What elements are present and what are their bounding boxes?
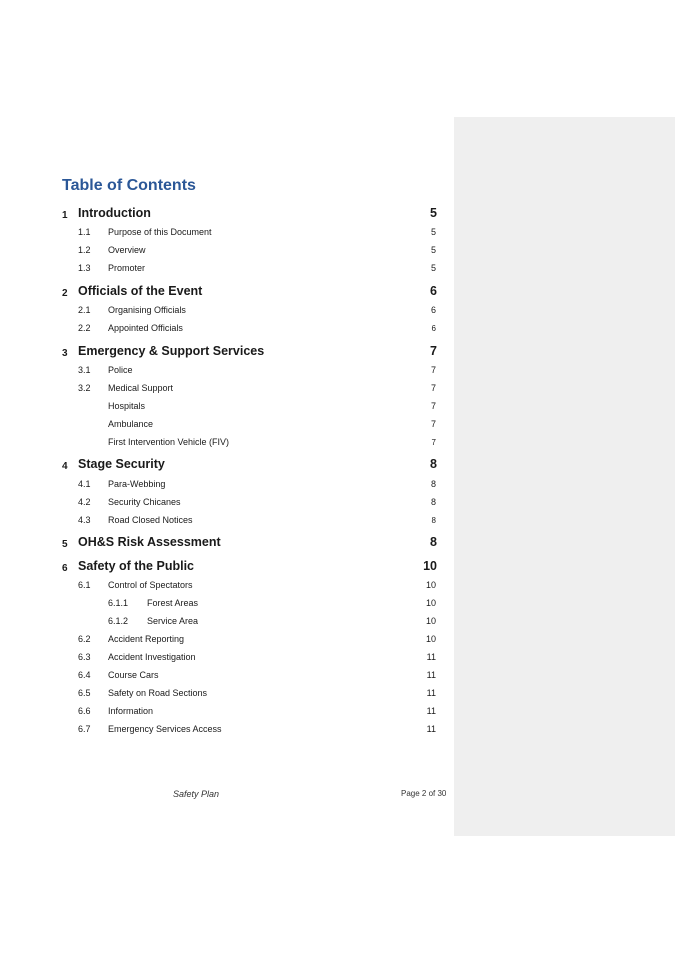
toc-entry-page: 11 [426, 652, 436, 662]
toc-entry-label: Safety of the Public [78, 559, 194, 573]
toc-entry-6[interactable] [0, 559, 454, 575]
toc-entry-hospitals[interactable] [0, 399, 454, 415]
toc-entry-number: 1 [62, 210, 68, 221]
toc-entry-number: 4.2 [78, 497, 91, 507]
toc-entry-6-3[interactable] [0, 650, 454, 666]
toc-entry-number: 2 [62, 288, 68, 299]
toc-entry-number: 3.2 [78, 383, 91, 393]
toc-entry-label: Purpose of this Document [108, 227, 212, 237]
toc-entry-page: 7 [430, 365, 436, 375]
toc-entry-label: Police [108, 365, 133, 375]
toc-entry-label: Emergency Services Access [108, 724, 222, 734]
toc-entry-1-3[interactable] [0, 261, 454, 277]
toc-entry-2-2[interactable] [0, 321, 454, 337]
toc-entry-number: 6.7 [78, 724, 91, 734]
toc-entry-3-1[interactable] [0, 363, 454, 379]
toc-entry-page: 6 [430, 305, 436, 315]
toc-entry-6-7[interactable] [0, 722, 454, 738]
toc-entry-label: Emergency & Support Services [78, 344, 265, 358]
comment-pane [454, 117, 675, 836]
toc-entry-page: 11 [426, 724, 436, 734]
toc-entry-number: 2.1 [78, 305, 91, 315]
toc-entry-page: 7 [430, 344, 437, 358]
toc-entry-page: 7 [430, 401, 436, 411]
toc-entry-number: 6.3 [78, 652, 91, 662]
toc-entry-page: 7 [431, 438, 436, 447]
toc-entry-number: 4.3 [78, 515, 91, 525]
toc-entry-page: 10 [423, 559, 437, 573]
toc-entry-page: 10 [425, 598, 436, 608]
toc-entry-number: 6.6 [78, 706, 91, 716]
footer-doc-name: Safety Plan [173, 789, 220, 799]
toc-entry-page: 8 [430, 457, 437, 471]
toc-entry-5[interactable] [0, 535, 454, 551]
toc-entry-number: 1.2 [78, 245, 91, 255]
toc-entry-number: 6.1.1 [108, 598, 129, 608]
toc-entry-page: 10 [425, 580, 436, 590]
toc-entry-number: 5 [62, 539, 68, 550]
toc-entry-page: 11 [426, 670, 436, 680]
toc-entry-label: Road Closed Notices [108, 515, 193, 525]
toc-entry-page: 10 [425, 634, 436, 644]
toc-entry-4-2[interactable] [0, 495, 454, 511]
toc-entry-1-1[interactable] [0, 225, 454, 241]
toc-entry-label: Medical Support [108, 383, 174, 393]
toc-entry-4-1[interactable] [0, 477, 454, 493]
toc-entry-page: 8 [431, 516, 436, 525]
toc-entry-3[interactable] [0, 344, 454, 360]
toc-title: Table of Contents [62, 177, 196, 194]
toc-entry-label: Promoter [108, 263, 146, 273]
toc-entry-6-1[interactable] [0, 578, 454, 594]
toc-entry-page: 8 [430, 479, 436, 489]
toc-entry-page: 11 [426, 706, 436, 716]
toc-entry-number: 6.4 [78, 670, 91, 680]
toc-entry-page: 5 [430, 206, 437, 220]
toc-entry-label: Organising Officials [108, 305, 186, 315]
footer-page-number: Page 2 of 30 [401, 789, 447, 798]
toc-entry-number: 3 [62, 348, 68, 359]
toc-entry-6-2[interactable] [0, 632, 454, 648]
toc-entry-label: Course Cars [108, 670, 159, 680]
toc-entry-4-3[interactable] [0, 513, 454, 529]
toc-entry-page: 11 [426, 688, 436, 698]
toc-entry-label: First Intervention Vehicle (FIV) [108, 437, 230, 447]
toc-entry-number: 4 [62, 461, 68, 472]
toc-entry-label: Ambulance [108, 419, 154, 429]
toc-entry-page: 6 [430, 284, 437, 298]
toc-entry-6-1-1[interactable] [0, 596, 454, 612]
toc-entry-number: 6.1 [78, 580, 91, 590]
toc-entry-label: Introduction [78, 206, 151, 220]
toc-entry-4[interactable] [0, 457, 454, 473]
toc-entry-6-1-2[interactable] [0, 614, 454, 630]
toc-entry-ambulance[interactable] [0, 417, 454, 433]
toc-entry-page: 10 [425, 616, 436, 626]
toc-entry-label: Overview [108, 245, 146, 255]
toc-entry-page: 5 [430, 263, 436, 273]
toc-entry-page: 5 [430, 245, 436, 255]
toc-entry-label: OH&S Risk Assessment [78, 535, 221, 549]
toc-entry-6-5[interactable] [0, 686, 454, 702]
toc-entry-label: Service Area [147, 616, 199, 626]
toc-entry-label: Control of Spectators [108, 580, 193, 590]
toc-entry-number: 6 [62, 563, 68, 574]
toc-entry-label: Appointed Officials [108, 323, 183, 333]
toc-entry-label: Accident Reporting [108, 634, 185, 644]
toc-entry-page: 7 [430, 383, 436, 393]
toc-entry-label: Security Chicanes [108, 497, 181, 507]
toc-entry-number: 2.2 [78, 323, 91, 333]
toc-entry-1[interactable] [0, 206, 454, 222]
toc-entry-label: Forest Areas [147, 598, 199, 608]
toc-entry-number: 6.5 [78, 688, 91, 698]
toc-entry-page: 6 [431, 324, 436, 333]
toc-entry-number: 4.1 [78, 479, 91, 489]
toc-entry-number: 6.1.2 [108, 616, 129, 626]
toc-entry-page: 8 [430, 497, 436, 507]
toc-entry-number: 1.1 [78, 227, 91, 237]
toc-entry-number: 3.1 [78, 365, 91, 375]
toc-entry-label: Accident Investigation [108, 652, 196, 662]
toc-entry-page: 8 [430, 535, 437, 549]
toc-entry-fiv[interactable] [0, 435, 454, 451]
toc-entry-2-1[interactable] [0, 303, 454, 319]
toc-entry-label: Officials of the Event [78, 284, 203, 298]
toc-entry-6-4[interactable] [0, 668, 454, 684]
toc-entry-number: 6.2 [78, 634, 91, 644]
toc-entry-label: Stage Security [78, 457, 165, 471]
toc-entry-2[interactable] [0, 284, 454, 300]
toc-entry-label: Safety on Road Sections [108, 688, 208, 698]
toc-entry-page: 5 [430, 227, 436, 237]
toc-entry-label: Hospitals [108, 401, 146, 411]
toc-entry-page: 7 [430, 419, 436, 429]
toc-entry-3-2[interactable] [0, 381, 454, 397]
toc-entry-number: 1.3 [78, 263, 91, 273]
toc-entry-1-2[interactable] [0, 243, 454, 259]
toc-entry-label: Information [108, 706, 154, 716]
toc-entry-label: Para-Webbing [108, 479, 166, 489]
toc-entry-6-6[interactable] [0, 704, 454, 720]
